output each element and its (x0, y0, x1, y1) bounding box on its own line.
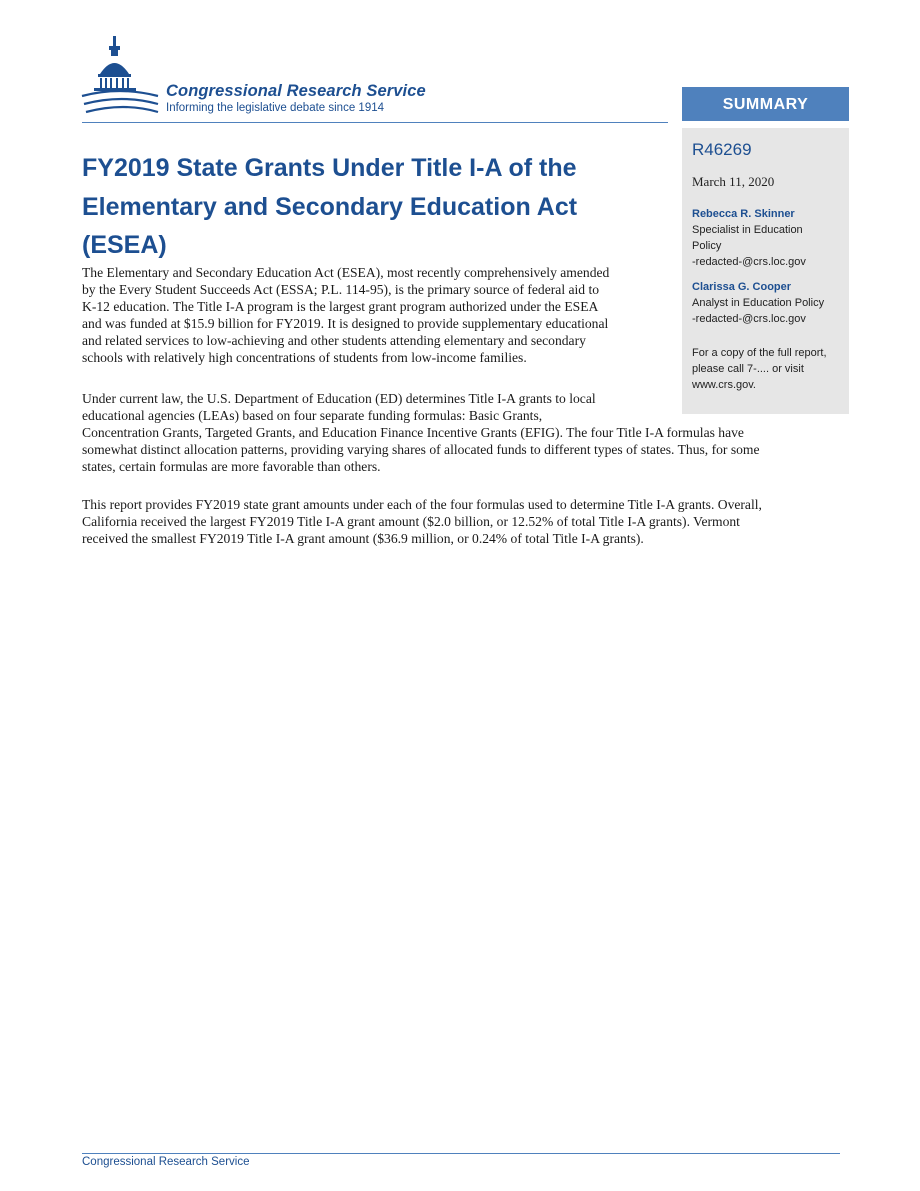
capitol-dome-icon (80, 34, 160, 124)
paragraph-line: and was funded at $15.9 billion for FY2019. It is designed to provide supplementary educational (82, 316, 609, 331)
paragraph-line: The Elementary and Secondary Education Act (ESEA), most recently comprehensively amended (82, 265, 610, 280)
author-role: Policy (692, 240, 722, 252)
author-email: -redacted-@crs.loc.gov (692, 256, 806, 268)
title-line: (ESEA) (82, 231, 167, 259)
paragraph-line: states, certain formulas are more favorable than others. (82, 459, 381, 474)
org-tagline: Informing the legislative debate since 1914 (166, 102, 385, 114)
title-line: FY2019 State Grants Under Title I-A of the (82, 154, 577, 182)
summary-paragraph (82, 390, 842, 475)
footer-text: Congressional Research Service (82, 1156, 250, 1168)
paragraph-line: California received the largest FY2019 Title I-A grant amount ($2.0 billion, or 12.52% of total Title I-A grants). Vermont (82, 514, 740, 529)
paragraph-line: by the Every Student Succeeds Act (ESSA; P.L. 114-95), is the primary source of federal aid to (82, 282, 600, 297)
author-role: Analyst in Education Policy (692, 297, 825, 309)
copy-note-line: www.crs.gov. (692, 379, 756, 391)
org-name: Congressional Research Service (166, 82, 426, 100)
paragraph-line: schools with relatively high concentrations of students from low-income families. (82, 350, 527, 365)
author-role: Specialist in Education (692, 224, 803, 236)
summary-label: SUMMARY (682, 87, 849, 121)
paragraph-line: somewhat distinct allocation patterns, providing varying shares of allocated funds to different types of states. Thus, for some (82, 442, 760, 457)
author-block (692, 206, 841, 270)
footer-divider (82, 1153, 840, 1154)
paragraph-line: Concentration Grants, Targeted Grants, and Education Finance Incentive Grants (EFIG). The four Title I-A formulas have (82, 425, 744, 440)
copy-note-line: For a copy of the full report, (692, 347, 827, 359)
report-number: R46269 (692, 140, 752, 159)
report-title (82, 149, 672, 265)
paragraph-line: K-12 education. The Title I-A program is the largest grant program authorized under the ESEA (82, 299, 599, 314)
paragraph-line: and related services to low-achieving and other students attending elementary and secondary (82, 333, 586, 348)
paragraph-line: educational agencies (LEAs) based on four separate funding formulas: Basic Grants, (82, 408, 543, 423)
author-email: -redacted-@crs.loc.gov (692, 313, 806, 325)
paragraph-line: Under current law, the U.S. Department of Education (ED) determines Title I-A grants to local (82, 391, 596, 406)
author-name: Rebecca R. Skinner (692, 208, 795, 220)
crs-logo (80, 34, 480, 124)
copy-note-line: please call 7-.... or visit (692, 363, 804, 375)
report-date: March 11, 2020 (692, 174, 775, 189)
header-divider (82, 122, 668, 123)
paragraph-line: This report provides FY2019 state grant amounts under each of the four formulas used to determine Title I-A grants. Overall, (82, 497, 762, 512)
paragraph-line: received the smallest FY2019 Title I-A grant amount ($36.9 million, or 0.24% of total Title I-A grants). (82, 531, 644, 546)
author-name: Clarissa G. Cooper (692, 281, 792, 293)
summary-paragraph (82, 264, 842, 366)
title-line: Elementary and Secondary Education Act (82, 192, 578, 221)
summary-paragraph (82, 496, 842, 547)
